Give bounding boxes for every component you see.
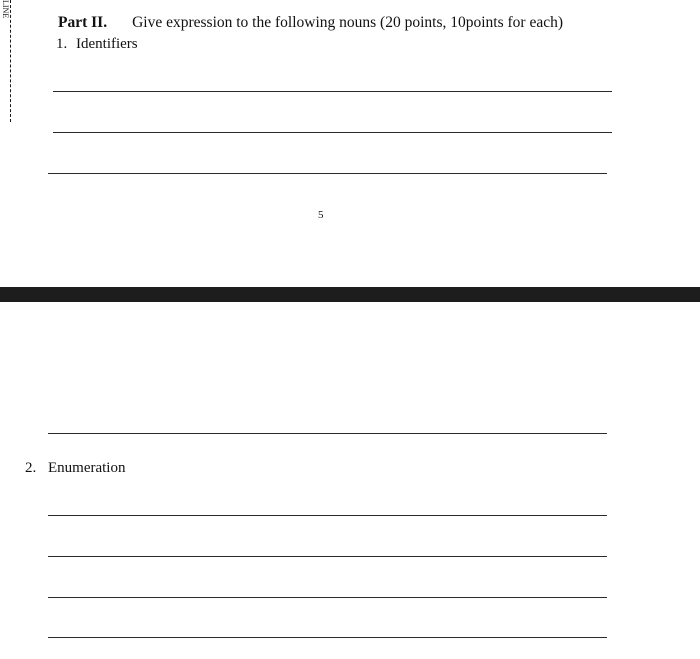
binding-margin-text: LINE [1, 0, 10, 19]
answer-line[interactable] [53, 132, 612, 133]
question-number: 2. [25, 460, 37, 476]
question-term: Identifiers [76, 36, 138, 52]
question-item-1 [56, 36, 138, 53]
answer-line[interactable] [48, 433, 607, 434]
page-divider [0, 287, 700, 302]
answer-line[interactable] [48, 637, 607, 638]
part-heading [58, 14, 563, 32]
question-number: 1. [56, 36, 68, 52]
answer-line[interactable] [48, 597, 607, 598]
answer-line[interactable] [53, 91, 612, 92]
binding-dashed-line [10, 0, 11, 122]
answer-line[interactable] [48, 556, 607, 557]
part-instruction: Give expression to the following nouns (20 points, 10points for each) [132, 14, 563, 31]
part-label: Part II. [58, 14, 108, 31]
question-term: Enumeration [48, 460, 126, 476]
page-number: 5 [318, 209, 324, 221]
answer-line[interactable] [48, 515, 607, 516]
answer-line[interactable] [48, 173, 607, 174]
question-item-2 [25, 460, 125, 477]
